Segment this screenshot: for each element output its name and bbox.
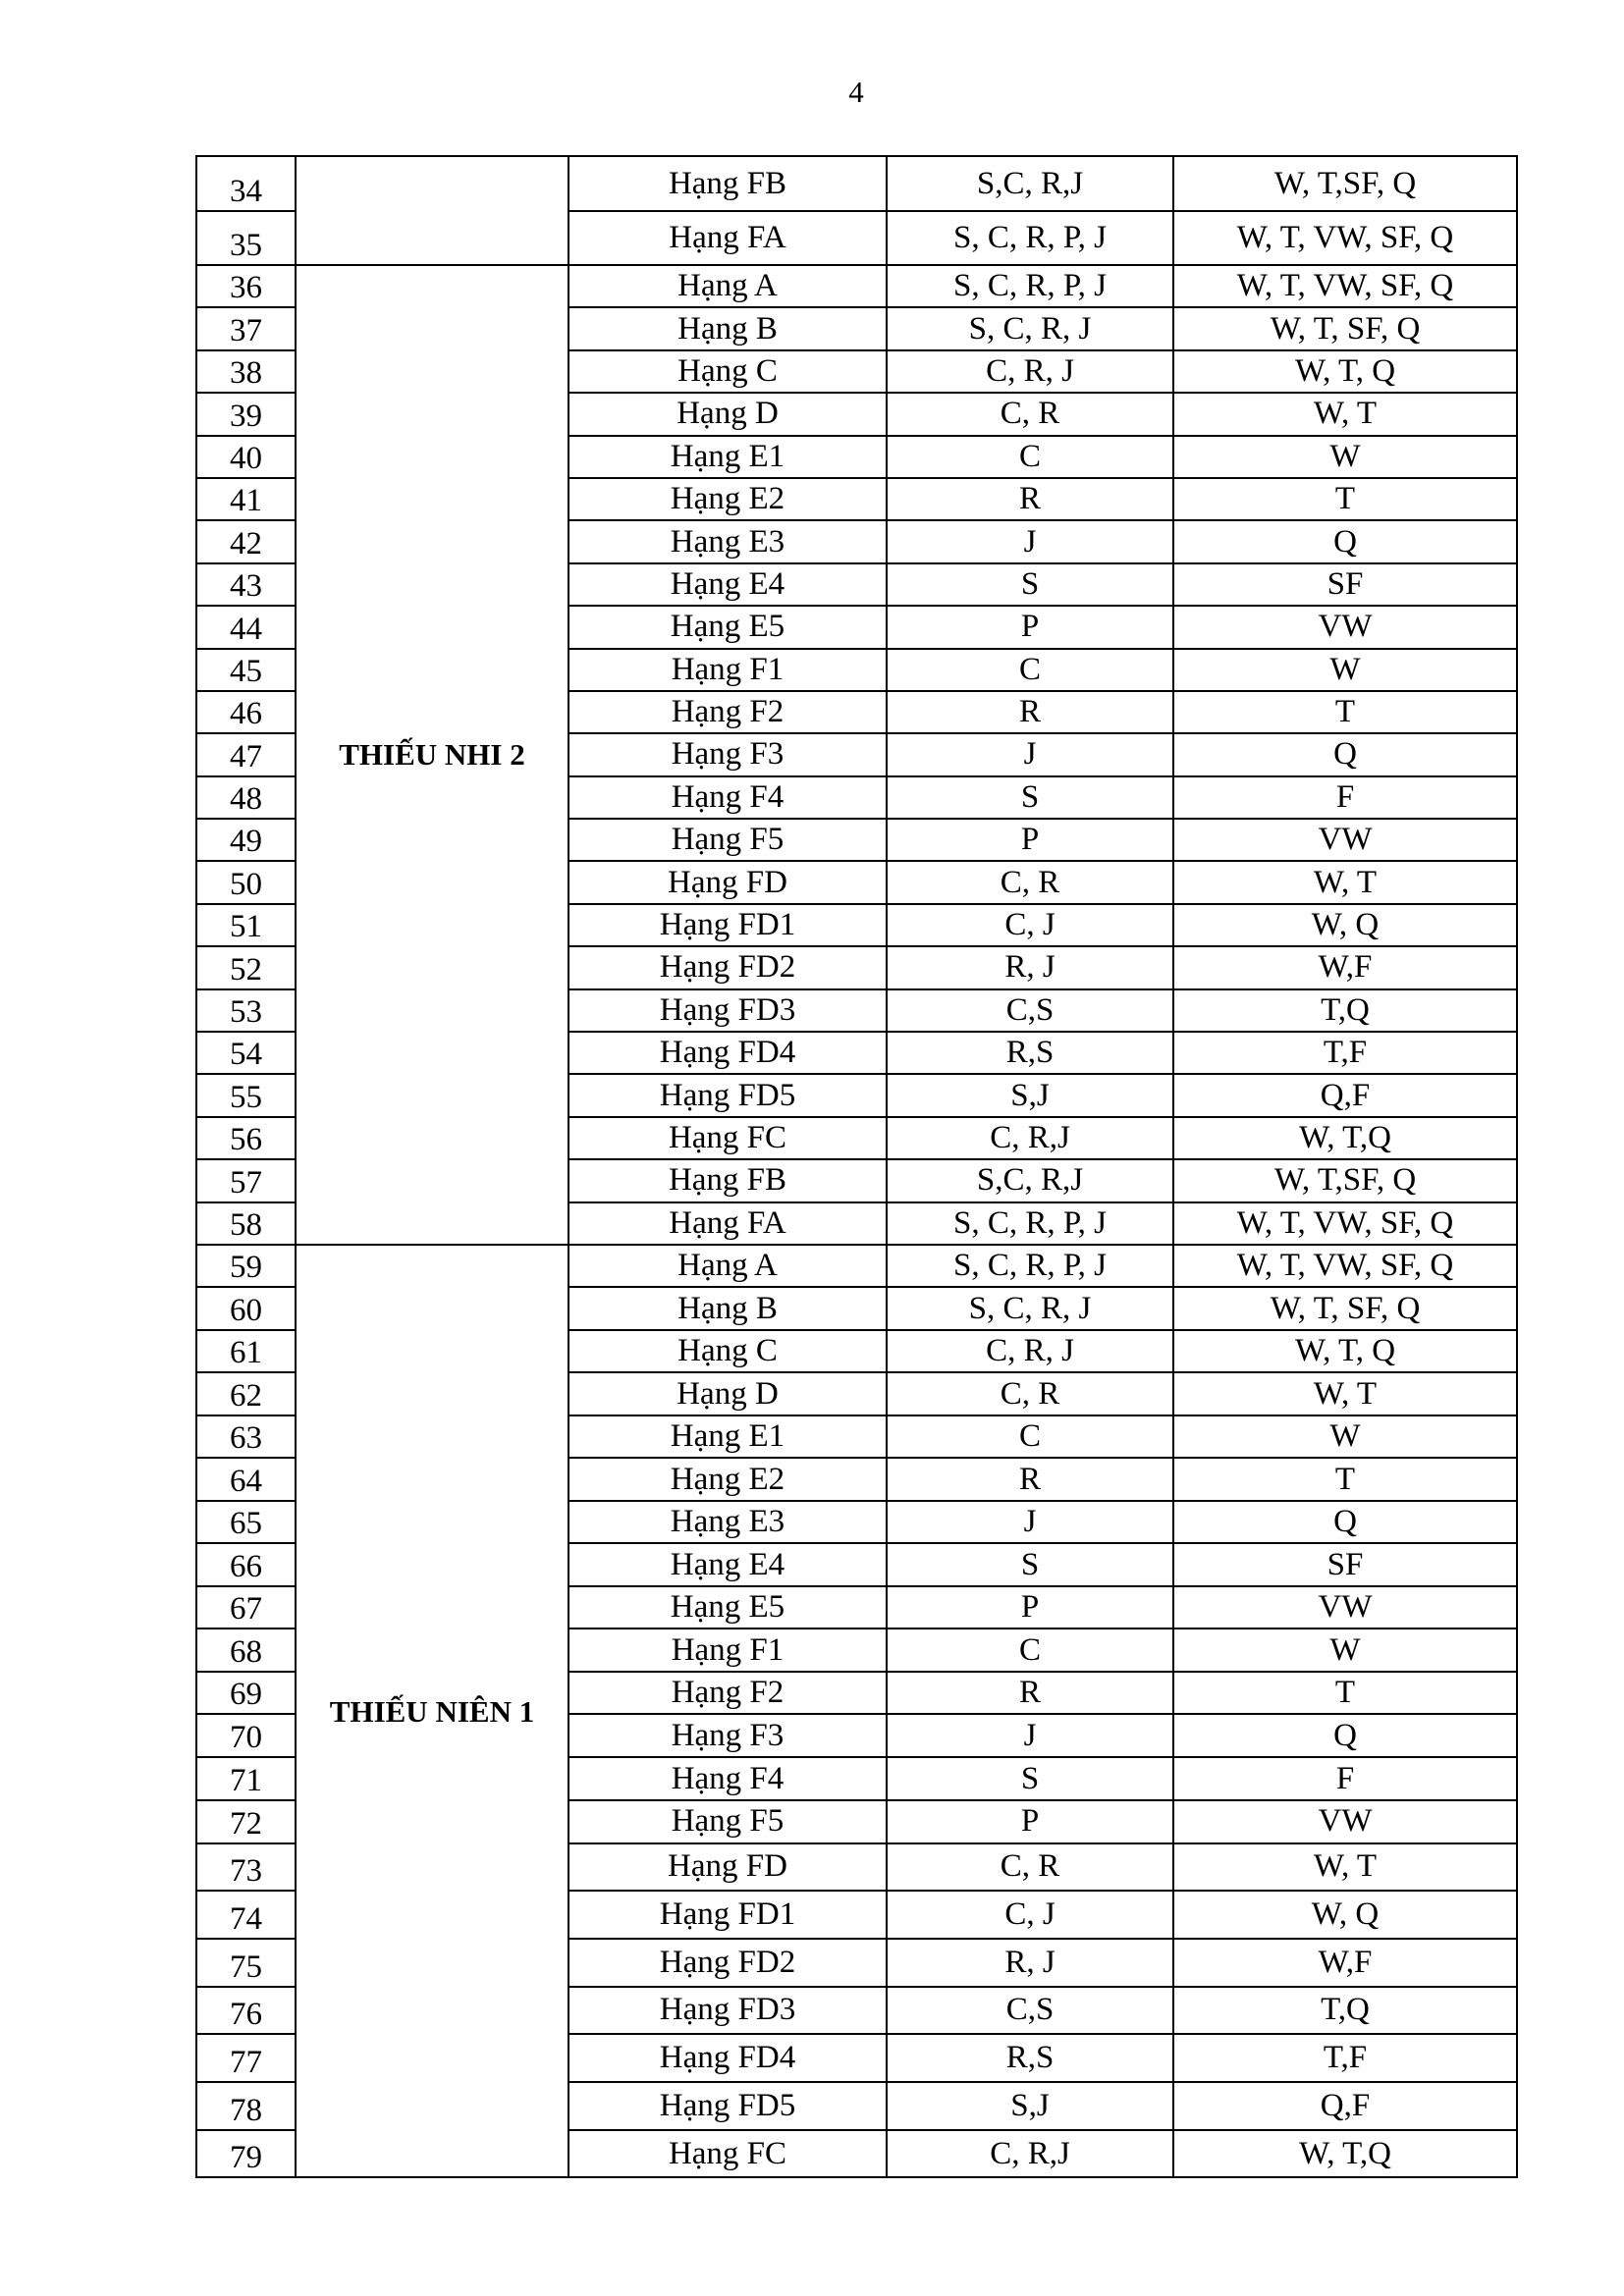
- class-name-cell: Hạng E4: [568, 563, 887, 606]
- dance-set-a-cell: P: [887, 606, 1173, 648]
- dance-set-a-cell: C,S: [887, 989, 1173, 1032]
- class-name-cell: Hạng F2: [568, 691, 887, 733]
- dance-set-a-cell: S,C, R,J: [887, 1159, 1173, 1201]
- class-name-cell: Hạng E4: [568, 1543, 887, 1586]
- class-name-cell: Hạng FD3: [568, 1987, 887, 2035]
- class-name-cell: Hạng FC: [568, 2130, 887, 2178]
- row-number-cell: 50: [196, 861, 296, 903]
- class-name-cell: Hạng F4: [568, 1757, 887, 1800]
- dance-set-b-cell: Q: [1173, 733, 1517, 775]
- row-number-cell: 36: [196, 265, 296, 307]
- dance-set-a-cell: C: [887, 1415, 1173, 1459]
- class-name-cell: Hạng C: [568, 1330, 887, 1373]
- dance-set-b-cell: T,F: [1173, 2034, 1517, 2082]
- class-name-cell: Hạng E5: [568, 1586, 887, 1629]
- class-name-cell: Hạng D: [568, 393, 887, 435]
- dance-set-b-cell: W, T, SF, Q: [1173, 1287, 1517, 1330]
- age-group-cell: THIẾU NIÊN 1: [296, 1245, 568, 2177]
- class-name-cell: Hạng FB: [568, 1159, 887, 1201]
- row-number-cell: 40: [196, 436, 296, 478]
- class-name-cell: Hạng FD4: [568, 2034, 887, 2082]
- row-number-cell: 74: [196, 1891, 296, 1939]
- dance-set-b-cell: F: [1173, 1757, 1517, 1800]
- dance-set-a-cell: J: [887, 520, 1173, 562]
- dance-set-b-cell: SF: [1173, 1543, 1517, 1586]
- dance-set-a-cell: C, R,J: [887, 2130, 1173, 2178]
- dance-set-b-cell: Q: [1173, 1714, 1517, 1757]
- dance-set-b-cell: T,Q: [1173, 989, 1517, 1032]
- dance-set-b-cell: W, T, VW, SF, Q: [1173, 1245, 1517, 1288]
- dance-set-a-cell: S, C, R, J: [887, 1287, 1173, 1330]
- dance-set-b-cell: W,F: [1173, 946, 1517, 988]
- class-name-cell: Hạng F3: [568, 733, 887, 775]
- dance-set-b-cell: VW: [1173, 1800, 1517, 1843]
- dance-set-a-cell: P: [887, 1800, 1173, 1843]
- dance-set-b-cell: W, T: [1173, 393, 1517, 435]
- dance-set-a-cell: C, J: [887, 1891, 1173, 1939]
- dance-set-b-cell: W,F: [1173, 1939, 1517, 1987]
- class-name-cell: Hạng E3: [568, 1501, 887, 1544]
- age-group-cell: [296, 156, 568, 265]
- table-row: [196, 1245, 1517, 1288]
- dance-set-a-cell: C, R, J: [887, 1330, 1173, 1373]
- dance-set-b-cell: Q: [1173, 520, 1517, 562]
- row-number-cell: 37: [196, 307, 296, 349]
- row-number-cell: 34: [196, 156, 296, 211]
- row-number-cell: 47: [196, 733, 296, 775]
- dance-set-a-cell: R: [887, 1458, 1173, 1501]
- class-name-cell: Hạng FD: [568, 1843, 887, 1892]
- dance-set-b-cell: SF: [1173, 563, 1517, 606]
- row-number-cell: 59: [196, 1245, 296, 1288]
- class-name-cell: Hạng E2: [568, 478, 887, 520]
- row-number-cell: 77: [196, 2034, 296, 2082]
- class-name-cell: Hạng F2: [568, 1672, 887, 1715]
- class-name-cell: Hạng E1: [568, 436, 887, 478]
- row-number-cell: 70: [196, 1714, 296, 1757]
- dance-set-b-cell: VW: [1173, 606, 1517, 648]
- dance-set-b-cell: W, T: [1173, 1843, 1517, 1892]
- class-name-cell: Hạng FD: [568, 861, 887, 903]
- dance-set-a-cell: R, J: [887, 1939, 1173, 1987]
- class-name-cell: Hạng E5: [568, 606, 887, 648]
- class-name-cell: Hạng FD5: [568, 2082, 887, 2130]
- dance-set-b-cell: W, T,SF, Q: [1173, 1159, 1517, 1201]
- dance-set-b-cell: F: [1173, 776, 1517, 819]
- dance-set-b-cell: W, T, SF, Q: [1173, 307, 1517, 349]
- row-number-cell: 66: [196, 1543, 296, 1586]
- dance-set-a-cell: C, R,J: [887, 1117, 1173, 1159]
- row-number-cell: 44: [196, 606, 296, 648]
- row-number-cell: 73: [196, 1843, 296, 1892]
- dance-set-a-cell: R,S: [887, 2034, 1173, 2082]
- row-number-cell: 42: [196, 520, 296, 562]
- dance-set-b-cell: W: [1173, 1629, 1517, 1672]
- class-name-cell: Hạng D: [568, 1372, 887, 1415]
- class-name-cell: Hạng F5: [568, 819, 887, 861]
- class-name-cell: Hạng F3: [568, 1714, 887, 1757]
- class-name-cell: Hạng FD1: [568, 1891, 887, 1939]
- row-number-cell: 35: [196, 211, 296, 265]
- class-name-cell: Hạng E3: [568, 520, 887, 562]
- row-number-cell: 62: [196, 1372, 296, 1415]
- dance-set-a-cell: S: [887, 563, 1173, 606]
- dance-set-b-cell: W, T,Q: [1173, 1117, 1517, 1159]
- dance-set-b-cell: T,Q: [1173, 1987, 1517, 2035]
- row-number-cell: 63: [196, 1415, 296, 1459]
- dance-set-a-cell: S, C, R, P, J: [887, 1202, 1173, 1245]
- row-number-cell: 79: [196, 2130, 296, 2178]
- row-number-cell: 64: [196, 1458, 296, 1501]
- dance-set-a-cell: R,S: [887, 1032, 1173, 1074]
- row-number-cell: 61: [196, 1330, 296, 1373]
- row-number-cell: 54: [196, 1032, 296, 1074]
- row-number-cell: 60: [196, 1287, 296, 1330]
- dance-set-a-cell: C, R: [887, 393, 1173, 435]
- dance-set-b-cell: W, T, VW, SF, Q: [1173, 1202, 1517, 1245]
- dance-set-b-cell: Q: [1173, 1501, 1517, 1544]
- row-number-cell: 57: [196, 1159, 296, 1201]
- dance-set-a-cell: C, R: [887, 1843, 1173, 1892]
- dance-set-b-cell: W: [1173, 1415, 1517, 1459]
- row-number-cell: 46: [196, 691, 296, 733]
- dance-set-a-cell: S: [887, 1543, 1173, 1586]
- dance-set-b-cell: T: [1173, 478, 1517, 520]
- row-number-cell: 53: [196, 989, 296, 1032]
- row-number-cell: 43: [196, 563, 296, 606]
- dance-set-b-cell: W, Q: [1173, 904, 1517, 946]
- dance-set-b-cell: T: [1173, 1458, 1517, 1501]
- dance-set-a-cell: R: [887, 478, 1173, 520]
- dance-set-b-cell: W, T, Q: [1173, 350, 1517, 393]
- row-number-cell: 55: [196, 1074, 296, 1116]
- dance-set-a-cell: C, R, J: [887, 350, 1173, 393]
- row-number-cell: 41: [196, 478, 296, 520]
- row-number-cell: 45: [196, 649, 296, 691]
- dance-set-a-cell: P: [887, 1586, 1173, 1629]
- class-name-cell: Hạng FA: [568, 1202, 887, 1245]
- dance-set-b-cell: W, T,SF, Q: [1173, 156, 1517, 211]
- dance-set-b-cell: W, Q: [1173, 1891, 1517, 1939]
- age-group-cell: THIẾU NHI 2: [296, 265, 568, 1245]
- class-name-cell: Hạng F1: [568, 649, 887, 691]
- dance-set-b-cell: W, T: [1173, 1372, 1517, 1415]
- dance-set-a-cell: S: [887, 1757, 1173, 1800]
- dance-set-b-cell: VW: [1173, 1586, 1517, 1629]
- dance-set-b-cell: W, T, VW, SF, Q: [1173, 265, 1517, 307]
- dance-set-a-cell: P: [887, 819, 1173, 861]
- dance-set-a-cell: C, R: [887, 861, 1173, 903]
- row-number-cell: 78: [196, 2082, 296, 2130]
- dance-set-b-cell: W, T,Q: [1173, 2130, 1517, 2178]
- class-name-cell: Hạng FD2: [568, 946, 887, 988]
- row-number-cell: 39: [196, 393, 296, 435]
- class-name-cell: Hạng FD4: [568, 1032, 887, 1074]
- dance-set-b-cell: W: [1173, 649, 1517, 691]
- table-row: [196, 156, 1517, 211]
- row-number-cell: 76: [196, 1987, 296, 2035]
- competition-class-table: [195, 155, 1518, 2178]
- class-name-cell: Hạng B: [568, 1287, 887, 1330]
- row-number-cell: 58: [196, 1202, 296, 1245]
- dance-set-b-cell: W, T, VW, SF, Q: [1173, 211, 1517, 265]
- dance-set-a-cell: S, C, R, P, J: [887, 265, 1173, 307]
- class-name-cell: Hạng B: [568, 307, 887, 349]
- row-number-cell: 56: [196, 1117, 296, 1159]
- class-name-cell: Hạng E1: [568, 1415, 887, 1459]
- dance-set-a-cell: S, C, R, P, J: [887, 1245, 1173, 1288]
- row-number-cell: 38: [196, 350, 296, 393]
- row-number-cell: 51: [196, 904, 296, 946]
- row-number-cell: 68: [196, 1629, 296, 1672]
- class-name-cell: Hạng FC: [568, 1117, 887, 1159]
- dance-set-a-cell: C, R: [887, 1372, 1173, 1415]
- class-name-cell: Hạng FD3: [568, 989, 887, 1032]
- dance-set-b-cell: T: [1173, 691, 1517, 733]
- dance-set-b-cell: W: [1173, 436, 1517, 478]
- class-name-cell: Hạng F4: [568, 776, 887, 819]
- row-number-cell: 67: [196, 1586, 296, 1629]
- class-name-cell: Hạng FA: [568, 211, 887, 265]
- dance-set-a-cell: J: [887, 1501, 1173, 1544]
- dance-set-b-cell: Q,F: [1173, 1074, 1517, 1116]
- dance-set-b-cell: W, T, Q: [1173, 1330, 1517, 1373]
- dance-set-a-cell: C: [887, 436, 1173, 478]
- row-number-cell: 71: [196, 1757, 296, 1800]
- row-number-cell: 72: [196, 1800, 296, 1843]
- dance-set-b-cell: T,F: [1173, 1032, 1517, 1074]
- row-number-cell: 69: [196, 1672, 296, 1715]
- class-name-cell: Hạng A: [568, 265, 887, 307]
- dance-set-b-cell: T: [1173, 1672, 1517, 1715]
- class-name-cell: Hạng F5: [568, 1800, 887, 1843]
- row-number-cell: 48: [196, 776, 296, 819]
- dance-set-a-cell: S: [887, 776, 1173, 819]
- class-name-cell: Hạng FD5: [568, 1074, 887, 1116]
- dance-set-b-cell: VW: [1173, 819, 1517, 861]
- class-name-cell: Hạng A: [568, 1245, 887, 1288]
- dance-set-a-cell: R: [887, 691, 1173, 733]
- dance-set-a-cell: C,S: [887, 1987, 1173, 2035]
- dance-set-a-cell: J: [887, 733, 1173, 775]
- dance-set-a-cell: R: [887, 1672, 1173, 1715]
- dance-set-b-cell: Q,F: [1173, 2082, 1517, 2130]
- dance-set-a-cell: J: [887, 1714, 1173, 1757]
- dance-set-a-cell: S, C, R, J: [887, 307, 1173, 349]
- row-number-cell: 49: [196, 819, 296, 861]
- row-number-cell: 65: [196, 1501, 296, 1544]
- dance-set-a-cell: C: [887, 1629, 1173, 1672]
- class-name-cell: Hạng C: [568, 350, 887, 393]
- dance-set-a-cell: S,J: [887, 1074, 1173, 1116]
- row-number-cell: 52: [196, 946, 296, 988]
- dance-set-a-cell: S, C, R, P, J: [887, 211, 1173, 265]
- class-name-cell: Hạng FB: [568, 156, 887, 211]
- dance-set-a-cell: S,J: [887, 2082, 1173, 2130]
- class-name-cell: Hạng FD2: [568, 1939, 887, 1987]
- class-name-cell: Hạng E2: [568, 1458, 887, 1501]
- dance-set-a-cell: C: [887, 649, 1173, 691]
- class-name-cell: Hạng FD1: [568, 904, 887, 946]
- page-number: 4: [848, 75, 864, 109]
- table-row: [196, 265, 1517, 307]
- class-name-cell: Hạng F1: [568, 1629, 887, 1672]
- dance-set-a-cell: R, J: [887, 946, 1173, 988]
- dance-set-a-cell: C, J: [887, 904, 1173, 946]
- dance-set-a-cell: S,C, R,J: [887, 156, 1173, 211]
- dance-set-b-cell: W, T: [1173, 861, 1517, 903]
- row-number-cell: 75: [196, 1939, 296, 1987]
